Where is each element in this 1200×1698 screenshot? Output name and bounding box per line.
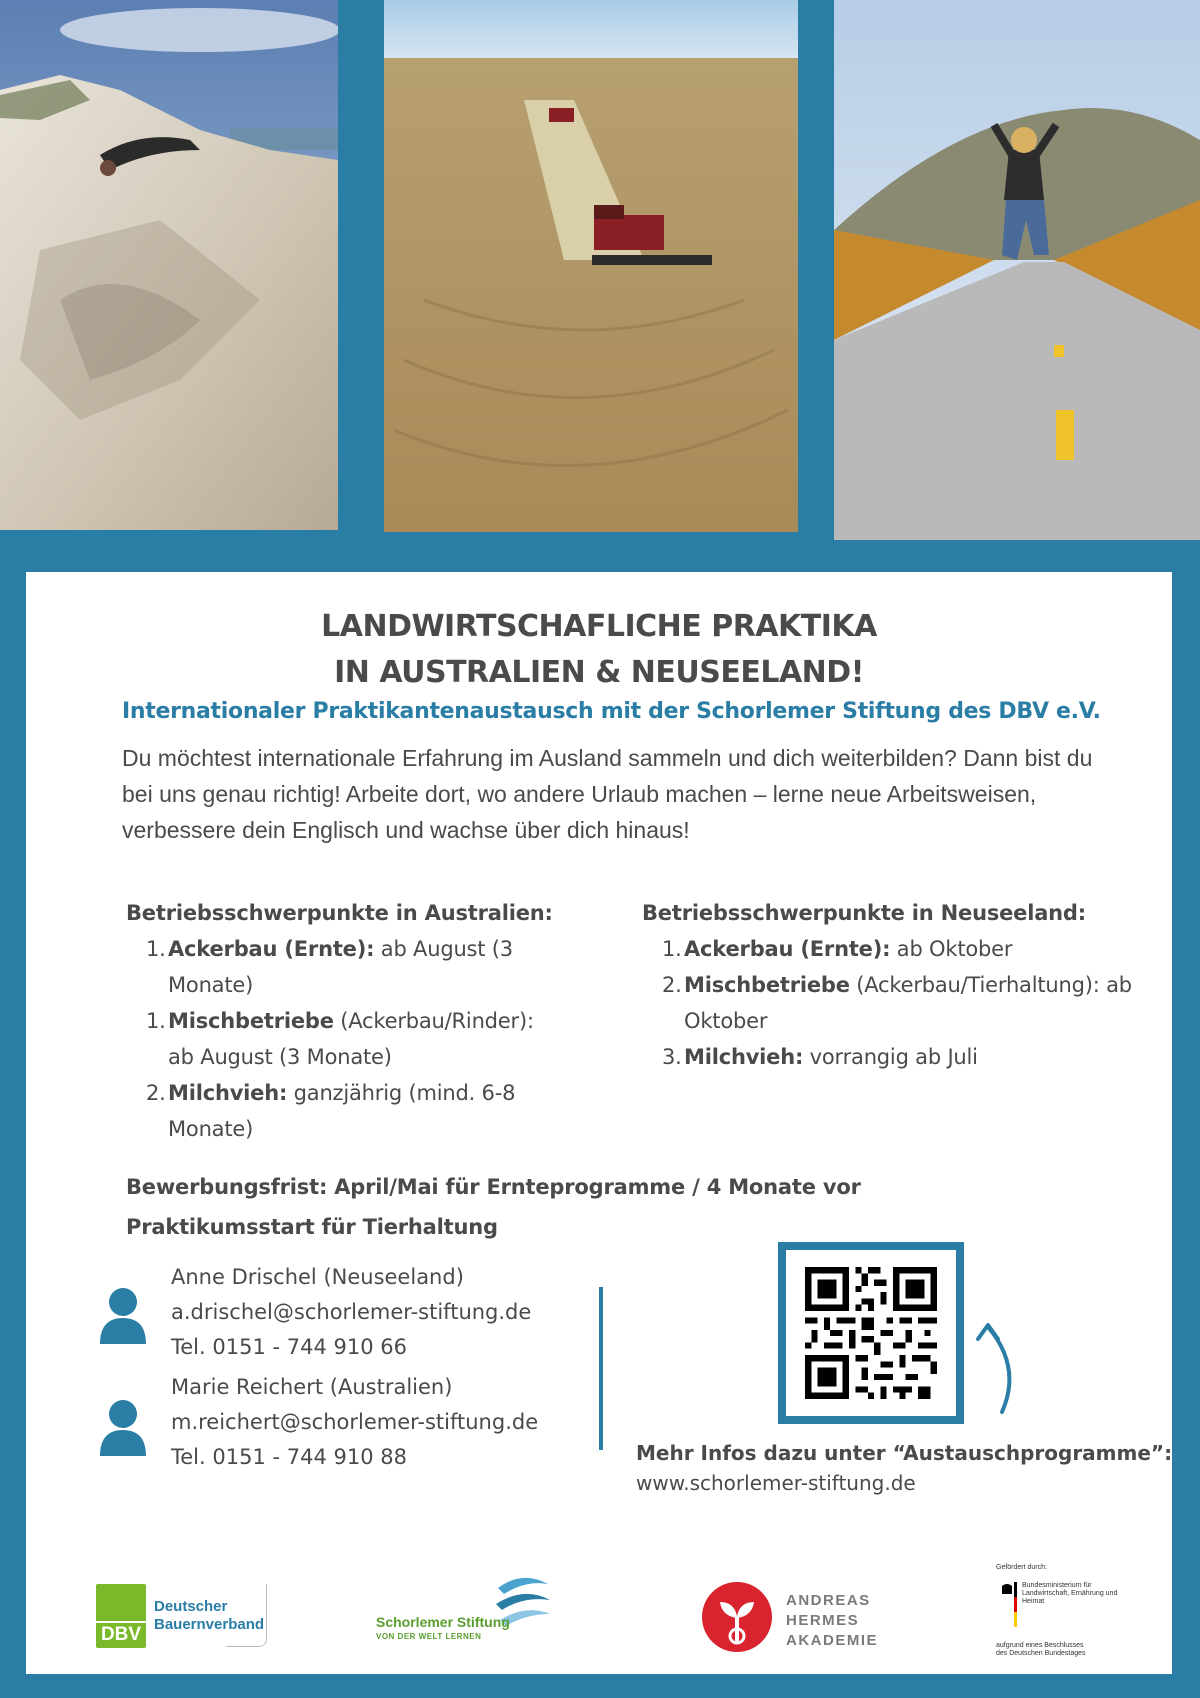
photo-sand-dune <box>0 0 338 530</box>
newzealand-list <box>642 895 1142 1075</box>
vertical-divider <box>599 1287 603 1450</box>
contact-phone[interactable]: Tel. 0151 - 744 910 88 <box>171 1445 407 1469</box>
list-item: 2. Mischbetriebe (Ackerbau/Tierhaltung): ab Oktober <box>662 973 1132 1033</box>
list-item: 1. Mischbetriebe (Ackerbau/Rinder): ab August (3 Monate) <box>146 1009 534 1069</box>
person-icon <box>98 1398 148 1456</box>
page-title: LANDWIRTSCHAFLICHE PRAKTIKA IN AUSTRALIEN & NEUSEELAND! <box>321 609 877 690</box>
photo-combine-harvesters <box>384 0 798 532</box>
more-info-label: Mehr Infos dazu unter “Austauschprogramme”: <box>636 1441 1173 1465</box>
application-deadline: Bewerbungsfrist: April/Mai für Ernteprogramme / 4 Monate vor Praktikumsstart für Tierhaltung <box>126 1175 861 1239</box>
dbv-logo: DBV Deutscher Bauernverband <box>96 1584 276 1650</box>
contact-name: Marie Reichert (Australien) <box>171 1375 453 1399</box>
ahak-logo: ANDREAS HERMES AKADEMIE <box>702 1582 902 1654</box>
schorlemer-logo: Schorlemer Stiftung VON DER WELT LERNEN <box>376 1574 576 1644</box>
contact-email[interactable]: a.drischel@schorlemer-stiftung.de <box>171 1300 532 1324</box>
qr-code-frame[interactable] <box>778 1242 964 1424</box>
list-item: 1. Ackerbau (Ernte): ab August (3 Monate) <box>146 937 513 997</box>
person-icon <box>98 1286 148 1344</box>
list-item: 2. Milchvieh: ganzjährig (mind. 6-8 Monate) <box>146 1081 516 1141</box>
content-card <box>26 572 1172 1674</box>
contact-phone[interactable]: Tel. 0151 - 744 910 66 <box>171 1335 407 1359</box>
more-info <box>636 1438 1172 1498</box>
bmel-logo: Gefördert durch: Bundesministerium für Landwirtschaft, Ernährung und Heimat aufgrund eines Beschlusses des Deutschen Bundestages <box>996 1564 1118 1657</box>
australia-heading: Betriebsschwerpunkte in Australien: <box>126 901 553 925</box>
list-item: 1. Ackerbau (Ernte): ab Oktober <box>662 937 1013 961</box>
list-item: 3. Milchvieh: vorrangig ab Juli <box>662 1045 978 1069</box>
intro-paragraph: Du möchtest internationale Erfahrung im Ausland sammeln und dich weiterbilden? Dann bist du bei uns genau richtig! Arbeite dort, wo andere Urlaub machen – lerne neue Arbeitsweisen, verbessere dein Englisch und wachse über dich hinaus! <box>122 745 1093 843</box>
contact-anne <box>171 1260 531 1365</box>
photo-road-jump <box>834 0 1200 540</box>
contact-email[interactable]: m.reichert@schorlemer-stiftung.de <box>171 1410 539 1434</box>
subtitle: Internationaler Praktikantenaustausch mit der Schorlemer Stiftung des DBV e.V. <box>122 699 1101 724</box>
contact-marie <box>171 1370 538 1475</box>
website-link[interactable]: www.schorlemer-stiftung.de <box>636 1471 916 1495</box>
australia-list <box>126 895 556 1147</box>
newzealand-heading: Betriebsschwerpunkte in Neuseeland: <box>642 901 1086 925</box>
contact-name: Anne Drischel (Neuseeland) <box>171 1265 464 1289</box>
curved-arrow-icon <box>974 1317 1024 1417</box>
qr-code <box>805 1267 937 1399</box>
